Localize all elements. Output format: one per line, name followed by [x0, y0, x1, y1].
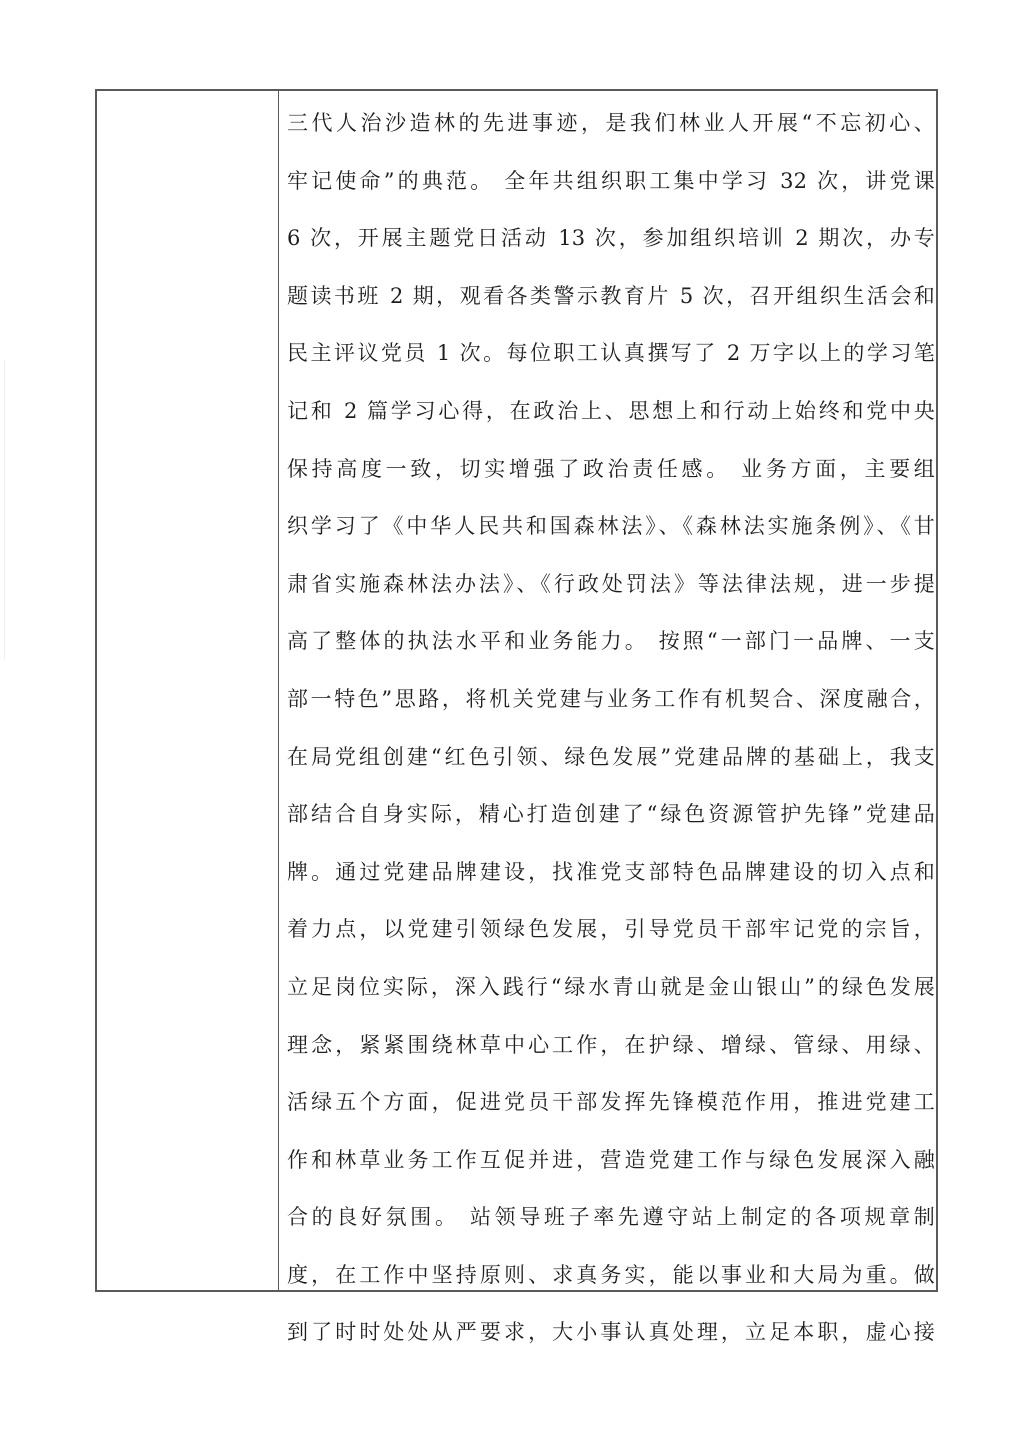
text-line-19: 作和林草业务工作互促并进，营造党建工作与绿色发展深入融	[287, 1147, 935, 1172]
text-line-17: 理念，紧紧围绕林草中心工作，在护绿、增绿、管绿、用绿、	[287, 1032, 935, 1057]
text-line-8: 织学习了《中华人民共和国森林法》、《森林法实施条例》、《甘	[287, 514, 935, 539]
text-line-18: 活绿五个方面，促进党员干部发挥先锋模范作用，推进党建工	[287, 1090, 935, 1115]
text-line-13: 部结合自身实际，精心打造创建了“绿色资源管护先锋”党建品	[287, 802, 935, 827]
text-line-15: 着力点，以党建引领绿色发展，引导党员干部牢记党的宗旨，	[287, 917, 935, 942]
text-line-12: 在局党组创建“红色引领、绿色发展”党建品牌的基础上，我支	[287, 744, 935, 769]
text-line-1: 三代人治沙造林的先进事迹，是我们林业人开展“不忘初心、	[287, 111, 935, 135]
scan-edge-mark	[4, 360, 5, 660]
text-line-10: 高了整体的执法水平和业务能力。 按照“一部门一品牌、一支	[287, 629, 935, 654]
text-line-4: 题读书班 2 期，观看各类警示教育片 5 次，召开组织生活会和	[287, 283, 935, 308]
text-line-2: 牢记使命”的典范。 全年共组织职工集中学习 32 次，讲党课	[287, 168, 935, 193]
text-line-20: 合的良好氛围。 站领导班子率先遵守站上制定的各项规章制	[287, 1205, 935, 1230]
text-line-16: 立足岗位实际，深入践行“绿水青山就是金山银山”的绿色发展	[287, 974, 935, 999]
table-right-cell	[279, 91, 936, 1345]
text-line-3: 6 次，开展主题党日活动 13 次，参加组织培训 2 期次，办专	[287, 226, 935, 251]
text-line-21: 度，在工作中坚持原则、求真务实，能以事业和大局为重。做	[287, 1262, 935, 1287]
body-text	[287, 95, 935, 1362]
text-line-6: 记和 2 篇学习心得，在政治上、思想上和行动上始终和党中央	[287, 398, 935, 423]
text-line-5: 民主评议党员 1 次。每位职工认真撰写了 2 万字以上的学习笔	[287, 341, 935, 366]
document-table	[95, 89, 938, 1345]
text-line-22: 到了时时处处从严要求，大小事认真处理，立足本职，虚心接	[287, 1320, 935, 1345]
text-line-7: 保持高度一致，切实增强了政治责任感。 业务方面，主要组	[287, 456, 935, 481]
text-line-9: 肃省实施森林法办法》、《行政处罚法》等法律法规，进一步提	[287, 571, 935, 596]
text-line-14: 牌。通过党建品牌建设，找准党支部特色品牌建设的切入点和	[287, 859, 935, 884]
table-left-cell	[97, 91, 279, 1290]
text-line-11: 部一特色”思路，将机关党建与业务工作有机契合、深度融合，	[287, 686, 935, 711]
